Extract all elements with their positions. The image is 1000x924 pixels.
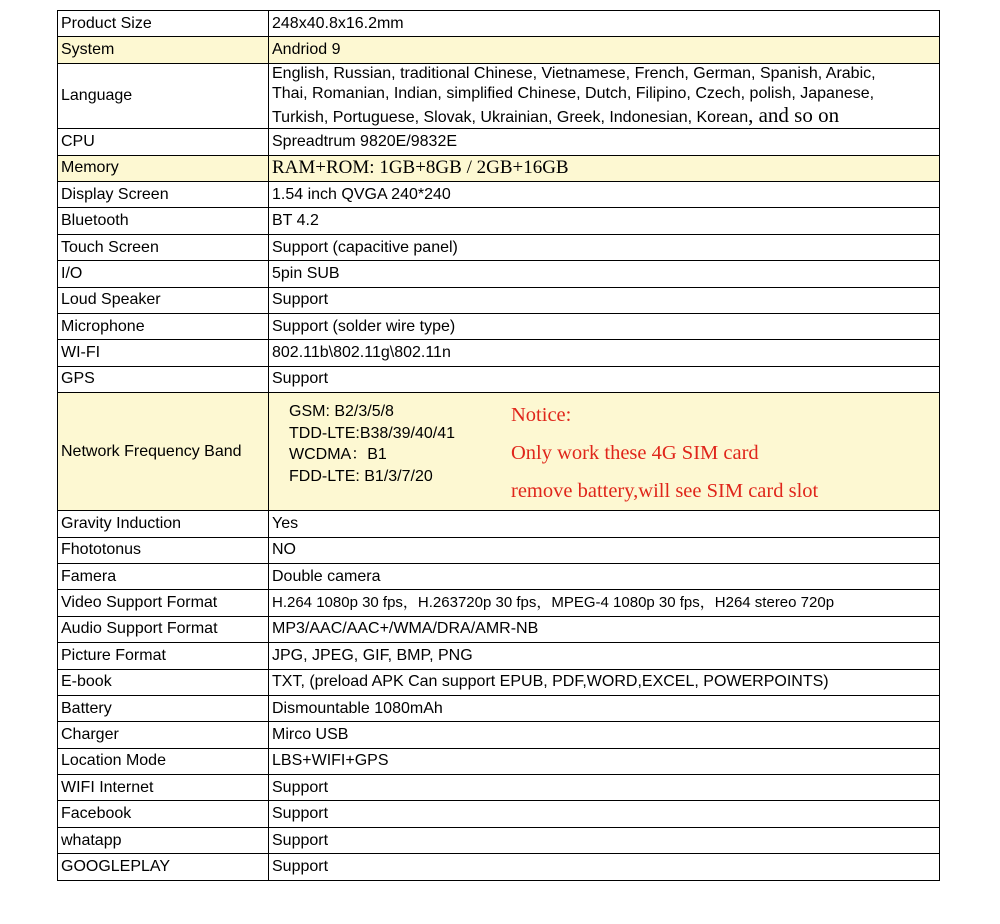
spec-value: NO (269, 537, 940, 563)
spec-value: H.264 1080p 30 fps，H.263720p 30 fps，MPEG-4 1080p 30 fps，H264 stereo 720p (269, 590, 940, 616)
table-row (58, 287, 940, 313)
spec-key: Facebook (58, 801, 269, 827)
spec-key: Gravity Induction (58, 511, 269, 537)
spec-value: LBS+WIFI+GPS (269, 748, 940, 774)
spec-value: Yes (269, 511, 940, 537)
spec-value: 802.11b\802.11g\802.11n (269, 340, 940, 366)
notice-title: Notice: (511, 404, 572, 427)
table-row (58, 511, 940, 537)
band-list (272, 393, 511, 487)
network-content (272, 393, 936, 510)
spec-value: Support (269, 366, 940, 392)
spec-value: 1.54 inch QVGA 240*240 (269, 182, 940, 208)
table-row (58, 261, 940, 287)
table-row (58, 63, 940, 129)
spec-key: Audio Support Format (58, 616, 269, 642)
spec-value: BT 4.2 (269, 208, 940, 234)
spec-key: Famera (58, 563, 269, 589)
spec-key: Fhototonus (58, 537, 269, 563)
spec-value: RAM+ROM: 1GB+8GB / 2GB+16GB (269, 155, 940, 181)
spec-value: Support (269, 827, 940, 853)
table-row (58, 801, 940, 827)
spec-key: Microphone (58, 314, 269, 340)
table-row (58, 234, 940, 260)
notice-line: Only work these 4G SIM card (511, 442, 759, 465)
spec-key: Video Support Format (58, 590, 269, 616)
spec-key: Location Mode (58, 748, 269, 774)
spec-value: Support (269, 854, 940, 880)
spec-value-network (269, 393, 940, 511)
table-row (58, 366, 940, 392)
spec-key: GOOGLEPLAY (58, 854, 269, 880)
spec-key: whatapp (58, 827, 269, 853)
spec-value: 5pin SUB (269, 261, 940, 287)
table-row (58, 643, 940, 669)
table-row (58, 775, 940, 801)
spec-key: System (58, 37, 269, 63)
language-tail: , and so on (748, 102, 840, 127)
spec-table (57, 10, 940, 881)
spec-value: Dismountable 1080mAh (269, 695, 940, 721)
spec-value: Support (solder wire type) (269, 314, 940, 340)
table-row (58, 11, 940, 37)
spec-value: 248x40.8x16.2mm (269, 11, 940, 37)
band-item: GSM: B2/3/5/8 (289, 403, 394, 421)
spec-key: Charger (58, 722, 269, 748)
spec-value: MP3/AAC/AAC+/WMA/DRA/AMR-NB (269, 616, 940, 642)
spec-value: Double camera (269, 563, 940, 589)
table-row (58, 182, 940, 208)
table-row (58, 314, 940, 340)
table-row (58, 854, 940, 880)
spec-key: Touch Screen (58, 234, 269, 260)
spec-key: I/O (58, 261, 269, 287)
spec-value: Support (269, 801, 940, 827)
table-row (58, 393, 940, 511)
spec-key: Product Size (58, 11, 269, 37)
spec-value: JPG, JPEG, GIF, BMP, PNG (269, 643, 940, 669)
table-row (58, 827, 940, 853)
table-row (58, 748, 940, 774)
band-item: FDD-LTE: B1/3/7/20 (289, 467, 433, 485)
spec-value-language (269, 63, 940, 129)
band-item: WCDMA：B1 (289, 446, 387, 464)
notice-block (511, 393, 818, 510)
spec-key: WIFI Internet (58, 775, 269, 801)
table-row (58, 563, 940, 589)
spec-key: Network Frequency Band (58, 393, 269, 511)
spec-value: Support (269, 775, 940, 801)
table-row (58, 695, 940, 721)
table-row (58, 722, 940, 748)
spec-key: Picture Format (58, 643, 269, 669)
spec-key: Battery (58, 695, 269, 721)
table-row (58, 537, 940, 563)
language-line: Turkish, Portuguese, Slovak, Ukrainian, Greek, Indonesian, Korean (272, 108, 749, 126)
language-line: English, Russian, traditional Chinese, Vietnamese, French, German, Spanish, Arabic, (272, 64, 876, 82)
spec-key: Display Screen (58, 182, 269, 208)
spec-value: Mirco USB (269, 722, 940, 748)
spec-key: Bluetooth (58, 208, 269, 234)
table-row (58, 340, 940, 366)
spec-value: TXT, (preload APK Can support EPUB, PDF,WORD,EXCEL, POWERPOINTS) (269, 669, 940, 695)
band-item: TDD-LTE:B38/39/40/41 (289, 424, 456, 442)
spec-value: Spreadtrum 9820E/9832E (269, 129, 940, 155)
table-row (58, 590, 940, 616)
table-row (58, 37, 940, 63)
table-row (58, 155, 940, 181)
spec-key: CPU (58, 129, 269, 155)
table-row (58, 208, 940, 234)
table-row (58, 616, 940, 642)
spec-key: WI-FI (58, 340, 269, 366)
spec-key: E-book (58, 669, 269, 695)
notice-line: remove battery,will see SIM card slot (511, 480, 819, 503)
spec-value: Andriod 9 (269, 37, 940, 63)
spec-key: Language (58, 63, 269, 129)
spec-value: Support (269, 287, 940, 313)
spec-key: Loud Speaker (58, 287, 269, 313)
spec-key: Memory (58, 155, 269, 181)
table-row (58, 129, 940, 155)
table-row (58, 669, 940, 695)
spec-value: Support (capacitive panel) (269, 234, 940, 260)
language-line-last (272, 102, 936, 129)
spec-key: GPS (58, 366, 269, 392)
language-line: Thai, Romanian, Indian, simplified Chinese, Dutch, Filipino, Czech, polish, Japanese, (272, 85, 875, 103)
